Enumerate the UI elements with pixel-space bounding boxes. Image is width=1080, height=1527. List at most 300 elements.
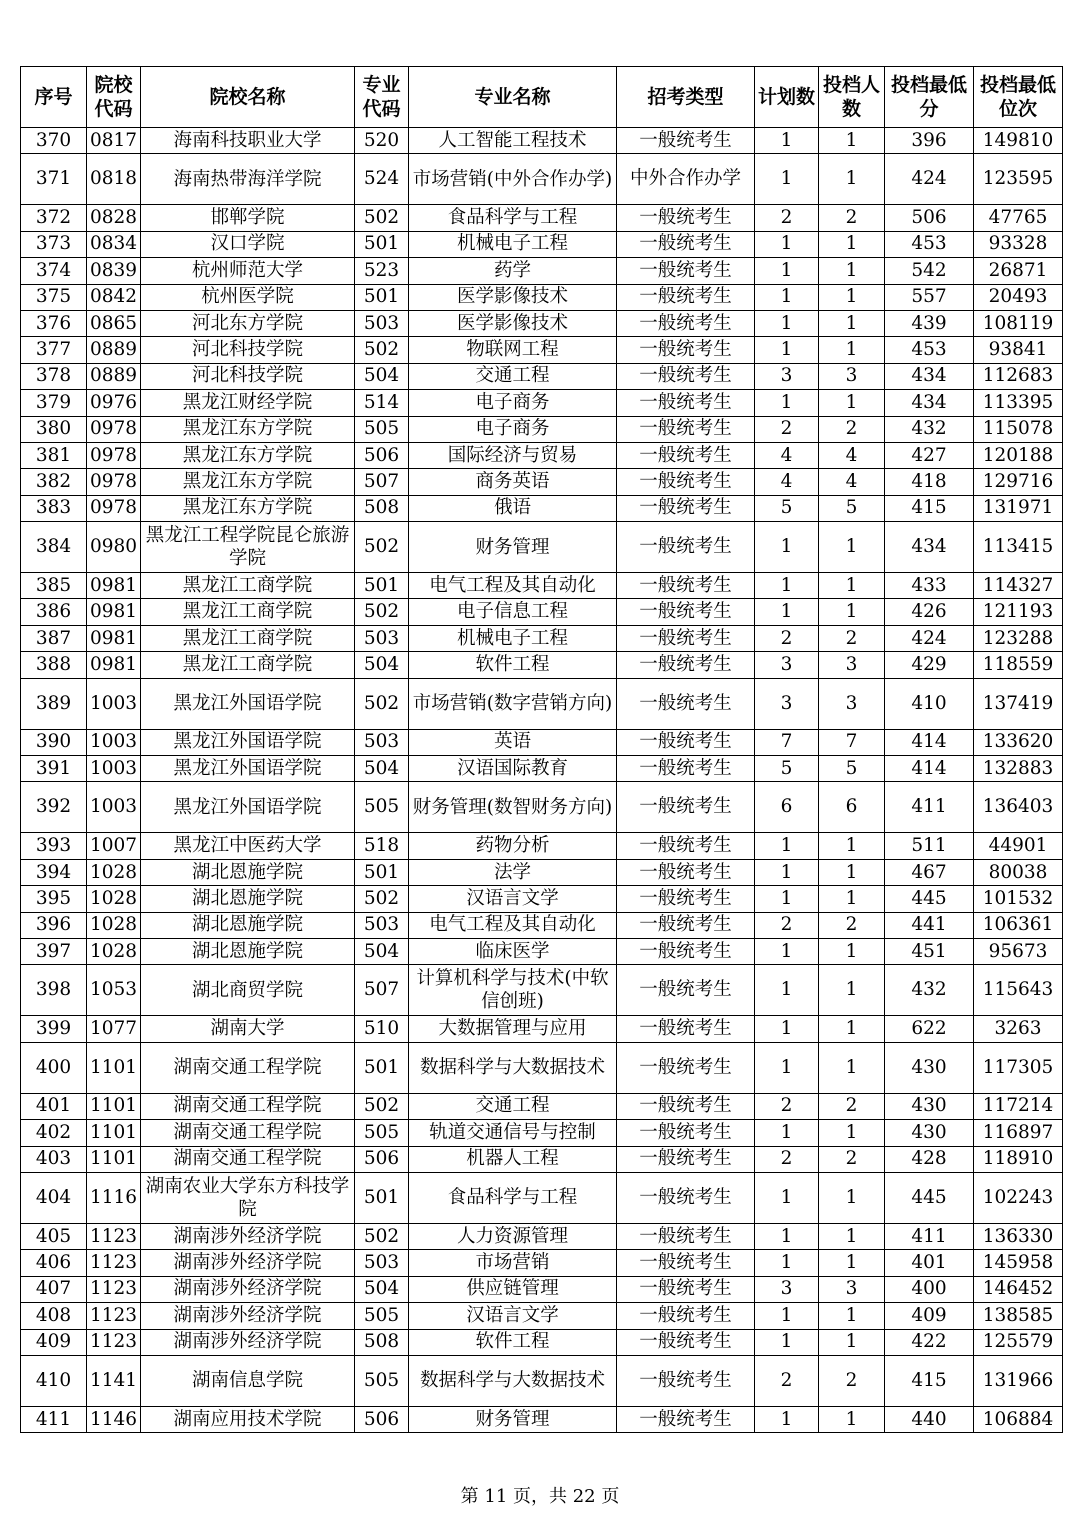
table-cell: 511 <box>885 833 974 859</box>
table-cell: 136330 <box>974 1223 1063 1249</box>
table-cell: 4 <box>755 442 819 468</box>
table-cell: 黑龙江工商学院 <box>141 599 355 625</box>
table-cell: 交通工程 <box>409 1093 617 1119</box>
table-cell: 3 <box>819 363 885 389</box>
table-cell: 黑龙江外国语学院 <box>141 756 355 782</box>
table-cell: 505 <box>355 1303 409 1329</box>
table-cell: 湖北恩施学院 <box>141 938 355 964</box>
table-cell: 5 <box>755 756 819 782</box>
table-cell: 518 <box>355 833 409 859</box>
table-cell: 138585 <box>974 1303 1063 1329</box>
table-row <box>21 495 1063 521</box>
table-cell: 湖南涉外经济学院 <box>141 1223 355 1249</box>
table-cell: 1 <box>819 938 885 964</box>
table-cell: 0980 <box>87 522 141 573</box>
table-cell: 2 <box>755 1093 819 1119</box>
table-cell: 502 <box>355 678 409 729</box>
table-row <box>21 833 1063 859</box>
table-cell: 计算机科学与技术(中软信创班) <box>409 965 617 1016</box>
table-cell: 湖南大学 <box>141 1016 355 1042</box>
table-cell: 一般统考生 <box>617 128 755 154</box>
table-cell: 441 <box>885 912 974 938</box>
table-cell: 1 <box>819 965 885 1016</box>
table-cell: 2 <box>819 205 885 231</box>
table-cell: 1101 <box>87 1093 141 1119</box>
table-cell: 377 <box>21 337 87 363</box>
table-cell: 药学 <box>409 258 617 284</box>
table-header-row <box>21 67 1063 128</box>
table-cell: 453 <box>885 337 974 363</box>
table-cell: 0978 <box>87 469 141 495</box>
table-cell: 法学 <box>409 859 617 885</box>
table-cell: 1 <box>819 599 885 625</box>
table-cell: 3 <box>819 1276 885 1302</box>
table-row <box>21 363 1063 389</box>
table-cell: 501 <box>355 1042 409 1093</box>
table-cell: 一般统考生 <box>617 1406 755 1432</box>
table-cell: 一般统考生 <box>617 912 755 938</box>
table-cell: 125579 <box>974 1329 1063 1355</box>
table-cell: 389 <box>21 678 87 729</box>
table-cell: 424 <box>885 625 974 651</box>
table-cell: 电子商务 <box>409 416 617 442</box>
table-cell: 汉语国际教育 <box>409 756 617 782</box>
admission-table <box>20 66 1063 1433</box>
table-row <box>21 1016 1063 1042</box>
table-cell: 1003 <box>87 756 141 782</box>
table-cell: 物联网工程 <box>409 337 617 363</box>
table-cell: 3263 <box>974 1016 1063 1042</box>
table-cell: 116897 <box>974 1120 1063 1146</box>
table-cell: 502 <box>355 886 409 912</box>
table-cell: 387 <box>21 625 87 651</box>
table-cell: 426 <box>885 599 974 625</box>
table-row <box>21 1120 1063 1146</box>
table-cell: 食品科学与工程 <box>409 1172 617 1223</box>
table-cell: 428 <box>885 1146 974 1172</box>
table-cell: 501 <box>355 231 409 257</box>
table-cell: 黑龙江外国语学院 <box>141 729 355 755</box>
table-cell: 1 <box>755 938 819 964</box>
table-cell: 403 <box>21 1146 87 1172</box>
table-cell: 137419 <box>974 678 1063 729</box>
table-cell: 商务英语 <box>409 469 617 495</box>
table-cell: 一般统考生 <box>617 1223 755 1249</box>
table-cell: 1028 <box>87 886 141 912</box>
table-cell: 湖南交通工程学院 <box>141 1146 355 1172</box>
table-cell: 0889 <box>87 337 141 363</box>
table-row <box>21 678 1063 729</box>
table-cell: 人工智能工程技术 <box>409 128 617 154</box>
table-cell: 504 <box>355 363 409 389</box>
table-cell: 523 <box>355 258 409 284</box>
table-cell: 370 <box>21 128 87 154</box>
table-row <box>21 782 1063 833</box>
table-cell: 1 <box>755 337 819 363</box>
table-cell: 507 <box>355 469 409 495</box>
table-cell: 一般统考生 <box>617 599 755 625</box>
table-cell: 1 <box>819 154 885 205</box>
table-cell: 396 <box>885 128 974 154</box>
table-cell: 115078 <box>974 416 1063 442</box>
table-cell: 数据科学与大数据技术 <box>409 1042 617 1093</box>
table-cell: 380 <box>21 416 87 442</box>
table-cell: 427 <box>885 442 974 468</box>
table-cell: 一般统考生 <box>617 1146 755 1172</box>
table-cell: 一般统考生 <box>617 1276 755 1302</box>
table-cell: 1 <box>819 1042 885 1093</box>
table-cell: 1 <box>755 833 819 859</box>
table-cell: 415 <box>885 1355 974 1406</box>
table-cell: 93841 <box>974 337 1063 363</box>
table-cell: 501 <box>355 859 409 885</box>
column-header: 专业代码 <box>355 67 409 128</box>
table-cell: 一般统考生 <box>617 965 755 1016</box>
table-cell: 520 <box>355 128 409 154</box>
table-cell: 149810 <box>974 128 1063 154</box>
table-cell: 398 <box>21 965 87 1016</box>
table-cell: 445 <box>885 886 974 912</box>
column-header: 院校代码 <box>87 67 141 128</box>
table-cell: 1 <box>819 128 885 154</box>
table-cell: 136403 <box>974 782 1063 833</box>
table-cell: 1 <box>819 1406 885 1432</box>
table-cell: 一般统考生 <box>617 625 755 651</box>
table-cell: 445 <box>885 1172 974 1223</box>
table-cell: 国际经济与贸易 <box>409 442 617 468</box>
table-cell: 503 <box>355 912 409 938</box>
table-cell: 1 <box>755 258 819 284</box>
table-cell: 一般统考生 <box>617 729 755 755</box>
table-cell: 1 <box>819 258 885 284</box>
table-cell: 一般统考生 <box>617 231 755 257</box>
table-cell: 食品科学与工程 <box>409 205 617 231</box>
table-cell: 408 <box>21 1303 87 1329</box>
table-cell: 大数据管理与应用 <box>409 1016 617 1042</box>
table-cell: 503 <box>355 1250 409 1276</box>
table-cell: 440 <box>885 1406 974 1432</box>
table-cell: 1123 <box>87 1303 141 1329</box>
table-row <box>21 337 1063 363</box>
table-cell: 439 <box>885 310 974 336</box>
table-cell: 湖北商贸学院 <box>141 965 355 1016</box>
table-cell: 1 <box>755 310 819 336</box>
table-cell: 1 <box>755 965 819 1016</box>
table-cell: 6 <box>819 782 885 833</box>
table-cell: 一般统考生 <box>617 1042 755 1093</box>
table-cell: 1 <box>755 1172 819 1223</box>
table-cell: 410 <box>21 1355 87 1406</box>
table-cell: 506 <box>355 1146 409 1172</box>
column-header: 院校名称 <box>141 67 355 128</box>
table-cell: 湖南涉外经济学院 <box>141 1329 355 1355</box>
table-row <box>21 1146 1063 1172</box>
table-cell: 411 <box>885 782 974 833</box>
table-cell: 黑龙江外国语学院 <box>141 678 355 729</box>
table-cell: 3 <box>755 678 819 729</box>
table-cell: 1101 <box>87 1146 141 1172</box>
table-cell: 2 <box>755 416 819 442</box>
table-cell: 3 <box>755 363 819 389</box>
table-cell: 市场营销(数字营销方向) <box>409 678 617 729</box>
table-cell: 418 <box>885 469 974 495</box>
column-header: 投档人数 <box>819 67 885 128</box>
table-cell: 1 <box>755 1223 819 1249</box>
table-cell: 杭州师范大学 <box>141 258 355 284</box>
table-cell: 1 <box>819 1223 885 1249</box>
table-cell: 2 <box>819 625 885 651</box>
table-cell: 131971 <box>974 495 1063 521</box>
table-cell: 1 <box>755 284 819 310</box>
table-row <box>21 284 1063 310</box>
table-cell: 电气工程及其自动化 <box>409 573 617 599</box>
table-cell: 电气工程及其自动化 <box>409 912 617 938</box>
table-cell: 一般统考生 <box>617 258 755 284</box>
table-cell: 1003 <box>87 729 141 755</box>
table-cell: 502 <box>355 522 409 573</box>
table-cell: 1 <box>819 1172 885 1223</box>
table-cell: 432 <box>885 416 974 442</box>
table-cell: 120188 <box>974 442 1063 468</box>
table-row <box>21 1329 1063 1355</box>
table-cell: 交通工程 <box>409 363 617 389</box>
table-cell: 404 <box>21 1172 87 1223</box>
table-cell: 数据科学与大数据技术 <box>409 1355 617 1406</box>
table-cell: 0981 <box>87 573 141 599</box>
page-footer: 第 11 页，共 22 页 <box>460 1486 620 1507</box>
table-cell: 388 <box>21 652 87 678</box>
table-row <box>21 205 1063 231</box>
table-cell: 0818 <box>87 154 141 205</box>
table-cell: 410 <box>885 678 974 729</box>
table-cell: 一般统考生 <box>617 1329 755 1355</box>
table-cell: 393 <box>21 833 87 859</box>
table-row <box>21 1042 1063 1093</box>
table-cell: 一般统考生 <box>617 652 755 678</box>
table-cell: 0817 <box>87 128 141 154</box>
table-cell: 财务管理 <box>409 1406 617 1432</box>
table-cell: 374 <box>21 258 87 284</box>
table-cell: 1 <box>755 1016 819 1042</box>
table-cell: 113395 <box>974 390 1063 416</box>
table-cell: 501 <box>355 1172 409 1223</box>
table-cell: 508 <box>355 495 409 521</box>
table-cell: 3 <box>755 1276 819 1302</box>
table-cell: 机械电子工程 <box>409 625 617 651</box>
table-cell: 1 <box>755 1329 819 1355</box>
table-cell: 中外合作办学 <box>617 154 755 205</box>
table-cell: 113415 <box>974 522 1063 573</box>
table-cell: 黑龙江东方学院 <box>141 416 355 442</box>
table-cell: 海南热带海洋学院 <box>141 154 355 205</box>
table-cell: 504 <box>355 1276 409 1302</box>
table-row <box>21 729 1063 755</box>
admission-table-sheet <box>20 66 1062 1433</box>
table-row <box>21 1172 1063 1223</box>
table-cell: 1123 <box>87 1223 141 1249</box>
table-cell: 一般统考生 <box>617 205 755 231</box>
table-cell: 轨道交通信号与控制 <box>409 1120 617 1146</box>
table-cell: 1 <box>819 231 885 257</box>
table-cell: 1 <box>755 1303 819 1329</box>
table-cell: 7 <box>819 729 885 755</box>
table-cell: 407 <box>21 1276 87 1302</box>
table-cell: 396 <box>21 912 87 938</box>
table-cell: 0981 <box>87 599 141 625</box>
table-cell: 5 <box>819 495 885 521</box>
table-cell: 399 <box>21 1016 87 1042</box>
table-cell: 557 <box>885 284 974 310</box>
table-cell: 一般统考生 <box>617 859 755 885</box>
table-cell: 117214 <box>974 1093 1063 1119</box>
table-cell: 0981 <box>87 652 141 678</box>
table-cell: 一般统考生 <box>617 1303 755 1329</box>
table-cell: 1077 <box>87 1016 141 1042</box>
table-cell: 市场营销 <box>409 1250 617 1276</box>
table-row <box>21 652 1063 678</box>
table-cell: 市场营销(中外合作办学) <box>409 154 617 205</box>
table-cell: 101532 <box>974 886 1063 912</box>
table-cell: 汉语言文学 <box>409 886 617 912</box>
table-cell: 385 <box>21 573 87 599</box>
table-cell: 401 <box>885 1250 974 1276</box>
table-cell: 黑龙江工商学院 <box>141 573 355 599</box>
table-cell: 河北东方学院 <box>141 310 355 336</box>
table-cell: 人力资源管理 <box>409 1223 617 1249</box>
table-cell: 114327 <box>974 573 1063 599</box>
table-row <box>21 886 1063 912</box>
table-cell: 河北科技学院 <box>141 363 355 389</box>
table-cell: 电子商务 <box>409 390 617 416</box>
table-cell: 0828 <box>87 205 141 231</box>
table-cell: 379 <box>21 390 87 416</box>
table-cell: 汉语言文学 <box>409 1303 617 1329</box>
table-cell: 429 <box>885 652 974 678</box>
table-cell: 1 <box>755 1042 819 1093</box>
table-row <box>21 442 1063 468</box>
table-row <box>21 1355 1063 1406</box>
table-cell: 402 <box>21 1120 87 1146</box>
table-cell: 1 <box>819 522 885 573</box>
table-cell: 河北科技学院 <box>141 337 355 363</box>
table-cell: 1 <box>755 1250 819 1276</box>
table-cell: 湖南涉外经济学院 <box>141 1276 355 1302</box>
table-cell: 1116 <box>87 1172 141 1223</box>
table-cell: 430 <box>885 1093 974 1119</box>
table-cell: 26871 <box>974 258 1063 284</box>
table-row <box>21 599 1063 625</box>
table-cell: 524 <box>355 154 409 205</box>
table-cell: 2 <box>755 205 819 231</box>
table-cell: 433 <box>885 573 974 599</box>
table-cell: 1 <box>755 128 819 154</box>
table-cell: 375 <box>21 284 87 310</box>
table-cell: 401 <box>21 1093 87 1119</box>
table-cell: 502 <box>355 1223 409 1249</box>
table-cell: 1 <box>819 310 885 336</box>
table-cell: 392 <box>21 782 87 833</box>
column-header: 计划数 <box>755 67 819 128</box>
table-cell: 1146 <box>87 1406 141 1432</box>
table-cell: 506 <box>355 442 409 468</box>
table-cell: 112683 <box>974 363 1063 389</box>
table-cell: 123288 <box>974 625 1063 651</box>
table-cell: 430 <box>885 1120 974 1146</box>
table-cell: 1 <box>755 390 819 416</box>
table-cell: 502 <box>355 599 409 625</box>
table-cell: 503 <box>355 310 409 336</box>
table-cell: 506 <box>885 205 974 231</box>
table-cell: 1028 <box>87 912 141 938</box>
table-cell: 临床医学 <box>409 938 617 964</box>
table-cell: 405 <box>21 1223 87 1249</box>
table-cell: 俄语 <box>409 495 617 521</box>
table-row <box>21 416 1063 442</box>
table-cell: 一般统考生 <box>617 310 755 336</box>
table-cell: 0978 <box>87 495 141 521</box>
table-cell: 2 <box>819 416 885 442</box>
table-cell: 0976 <box>87 390 141 416</box>
table-cell: 434 <box>885 363 974 389</box>
table-cell: 1 <box>819 1329 885 1355</box>
table-cell: 1 <box>819 859 885 885</box>
table-cell: 2 <box>819 1093 885 1119</box>
column-header: 投档最低分 <box>885 67 974 128</box>
table-row <box>21 859 1063 885</box>
table-cell: 电子信息工程 <box>409 599 617 625</box>
table-cell: 376 <box>21 310 87 336</box>
table-cell: 381 <box>21 442 87 468</box>
table-row <box>21 912 1063 938</box>
table-cell: 373 <box>21 231 87 257</box>
table-cell: 黑龙江东方学院 <box>141 442 355 468</box>
table-cell: 医学影像技术 <box>409 284 617 310</box>
table-cell: 395 <box>21 886 87 912</box>
table-cell: 1 <box>755 154 819 205</box>
table-cell: 391 <box>21 756 87 782</box>
table-cell: 湖南交通工程学院 <box>141 1120 355 1146</box>
table-row <box>21 938 1063 964</box>
table-cell: 106884 <box>974 1406 1063 1432</box>
column-header: 序号 <box>21 67 87 128</box>
table-cell: 0839 <box>87 258 141 284</box>
table-cell: 财务管理 <box>409 522 617 573</box>
table-cell: 467 <box>885 859 974 885</box>
table-cell: 434 <box>885 522 974 573</box>
table-cell: 一般统考生 <box>617 886 755 912</box>
table-cell: 1003 <box>87 782 141 833</box>
table-cell: 400 <box>21 1042 87 1093</box>
table-cell: 一般统考生 <box>617 756 755 782</box>
table-cell: 一般统考生 <box>617 1172 755 1223</box>
table-cell: 422 <box>885 1329 974 1355</box>
table-cell: 1 <box>819 337 885 363</box>
table-cell: 95673 <box>974 938 1063 964</box>
table-cell: 软件工程 <box>409 652 617 678</box>
table-cell: 1 <box>819 1303 885 1329</box>
table-cell: 3 <box>819 678 885 729</box>
table-cell: 411 <box>21 1406 87 1432</box>
table-cell: 湖南涉外经济学院 <box>141 1250 355 1276</box>
table-cell: 黑龙江财经学院 <box>141 390 355 416</box>
table-cell: 7 <box>755 729 819 755</box>
table-cell: 505 <box>355 782 409 833</box>
table-cell: 411 <box>885 1223 974 1249</box>
table-cell: 1123 <box>87 1329 141 1355</box>
table-cell: 一般统考生 <box>617 782 755 833</box>
table-cell: 44901 <box>974 833 1063 859</box>
table-cell: 1028 <box>87 859 141 885</box>
